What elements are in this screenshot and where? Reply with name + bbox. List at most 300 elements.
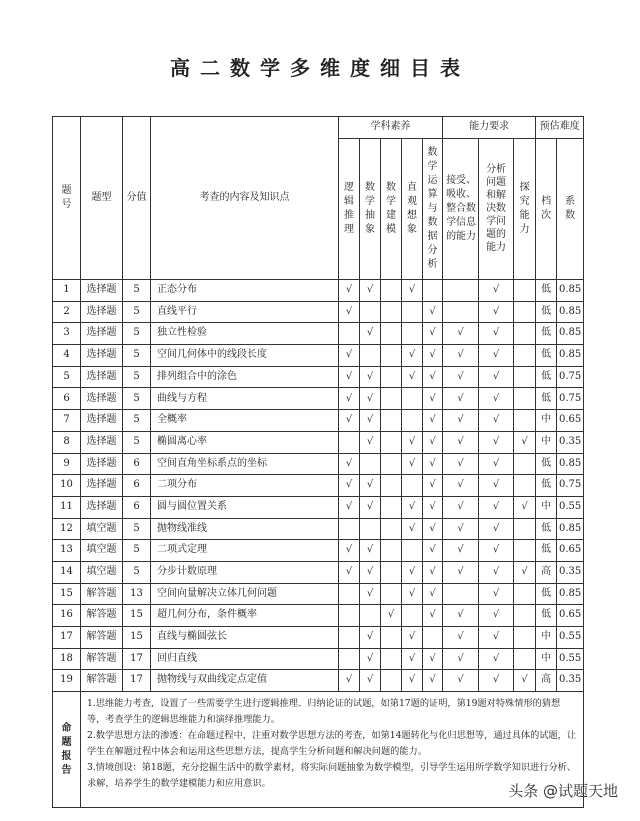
- empty-cell: [381, 561, 402, 583]
- check-mark: √: [360, 431, 381, 453]
- question-number: 9: [53, 453, 81, 475]
- empty-cell: [360, 605, 381, 627]
- check-mark: √: [402, 496, 423, 518]
- header-type: 题型: [81, 117, 123, 280]
- header-group-literacy: 学科素养: [339, 117, 443, 139]
- question-type: 选择题: [81, 475, 123, 497]
- difficulty-coef: 0.65: [557, 540, 584, 562]
- question-score: 5: [123, 301, 151, 323]
- question-content: 空间直角坐标系点的坐标: [151, 453, 339, 475]
- question-number: 2: [53, 301, 81, 323]
- question-score: 5: [123, 431, 151, 453]
- check-mark: √: [479, 540, 514, 562]
- check-mark: √: [423, 496, 443, 518]
- question-number: 5: [53, 366, 81, 388]
- empty-cell: [381, 627, 402, 649]
- difficulty-level: 低: [536, 583, 557, 605]
- question-type: 选择题: [81, 366, 123, 388]
- difficulty-coef: 0.55: [557, 648, 584, 670]
- table-row: [53, 648, 584, 670]
- empty-cell: [514, 345, 536, 367]
- check-mark: √: [339, 496, 360, 518]
- check-mark: √: [479, 410, 514, 432]
- empty-cell: [381, 388, 402, 410]
- question-type: 填空题: [81, 518, 123, 540]
- header-info-ability: 接受、吸收、整合数学信息的能力: [443, 139, 479, 280]
- check-mark: √: [443, 475, 479, 497]
- empty-cell: [402, 605, 423, 627]
- difficulty-coef: 0.55: [557, 627, 584, 649]
- report-label: 命题报告: [61, 722, 72, 776]
- check-mark: √: [402, 280, 423, 302]
- empty-cell: [443, 280, 479, 302]
- empty-cell: [402, 323, 423, 345]
- empty-cell: [443, 583, 479, 605]
- check-mark: √: [479, 648, 514, 670]
- question-type: 选择题: [81, 410, 123, 432]
- empty-cell: [402, 301, 423, 323]
- question-type: 选择题: [81, 280, 123, 302]
- difficulty-coef: 0.85: [557, 518, 584, 540]
- empty-cell: [514, 280, 536, 302]
- question-content: 排列组合中的涂色: [151, 366, 339, 388]
- empty-cell: [514, 301, 536, 323]
- table-row: [53, 627, 584, 649]
- check-mark: √: [423, 366, 443, 388]
- empty-cell: [381, 431, 402, 453]
- check-mark: √: [402, 345, 423, 367]
- check-mark: √: [339, 475, 360, 497]
- difficulty-level: 中: [536, 410, 557, 432]
- empty-cell: [514, 518, 536, 540]
- table-row: [53, 366, 584, 388]
- check-mark: √: [339, 301, 360, 323]
- empty-cell: [381, 453, 402, 475]
- question-content: 超几何分布，条件概率: [151, 605, 339, 627]
- empty-cell: [423, 280, 443, 302]
- question-score: 13: [123, 583, 151, 605]
- empty-cell: [514, 627, 536, 649]
- header-no: 题号: [53, 117, 81, 280]
- check-mark: √: [360, 648, 381, 670]
- difficulty-level: 低: [536, 605, 557, 627]
- difficulty-coef: 0.85: [557, 583, 584, 605]
- empty-cell: [339, 627, 360, 649]
- check-mark: √: [443, 410, 479, 432]
- question-number: 15: [53, 583, 81, 605]
- check-mark: √: [479, 496, 514, 518]
- check-mark: √: [423, 301, 443, 323]
- empty-cell: [381, 366, 402, 388]
- check-mark: √: [443, 345, 479, 367]
- check-mark: √: [479, 280, 514, 302]
- empty-cell: [514, 540, 536, 562]
- difficulty-coef: 0.65: [557, 605, 584, 627]
- spec-table: [52, 116, 584, 808]
- empty-cell: [360, 345, 381, 367]
- difficulty-level: 中: [536, 496, 557, 518]
- question-type: 解答题: [81, 670, 123, 692]
- table-row: [53, 496, 584, 518]
- empty-cell: [381, 518, 402, 540]
- check-mark: √: [443, 627, 479, 649]
- check-mark: √: [443, 670, 479, 692]
- question-content: 曲线与方程: [151, 388, 339, 410]
- check-mark: √: [479, 670, 514, 692]
- difficulty-coef: 0.85: [557, 345, 584, 367]
- check-mark: √: [339, 670, 360, 692]
- check-mark: √: [423, 431, 443, 453]
- question-score: 5: [123, 345, 151, 367]
- empty-cell: [381, 648, 402, 670]
- empty-cell: [360, 301, 381, 323]
- question-content: 二项分布: [151, 475, 339, 497]
- check-mark: √: [479, 388, 514, 410]
- page-title: 高二数学多维度细目表: [170, 56, 470, 80]
- check-mark: √: [423, 453, 443, 475]
- question-type: 选择题: [81, 453, 123, 475]
- check-mark: √: [402, 518, 423, 540]
- question-number: 3: [53, 323, 81, 345]
- header-content: 考查的内容及知识点: [151, 117, 339, 280]
- table-row: [53, 475, 584, 497]
- empty-cell: [514, 323, 536, 345]
- check-mark: √: [339, 366, 360, 388]
- empty-cell: [381, 280, 402, 302]
- empty-cell: [514, 410, 536, 432]
- question-content: 椭圆离心率: [151, 431, 339, 453]
- check-mark: √: [360, 540, 381, 562]
- question-type: 解答题: [81, 627, 123, 649]
- difficulty-level: 低: [536, 475, 557, 497]
- empty-cell: [402, 388, 423, 410]
- check-mark: √: [339, 540, 360, 562]
- check-mark: √: [443, 453, 479, 475]
- check-mark: √: [443, 496, 479, 518]
- empty-cell: [339, 431, 360, 453]
- question-number: 16: [53, 605, 81, 627]
- difficulty-level: 低: [536, 345, 557, 367]
- check-mark: √: [402, 561, 423, 583]
- check-mark: √: [479, 583, 514, 605]
- check-mark: √: [514, 496, 536, 518]
- header-calculation: 数学运算与数据分析: [423, 139, 443, 280]
- table-row: [53, 583, 584, 605]
- empty-cell: [402, 475, 423, 497]
- question-score: 5: [123, 410, 151, 432]
- question-type: 选择题: [81, 496, 123, 518]
- check-mark: √: [339, 345, 360, 367]
- check-mark: √: [402, 648, 423, 670]
- table-row: [53, 540, 584, 562]
- check-mark: √: [360, 410, 381, 432]
- empty-cell: [360, 453, 381, 475]
- question-number: 19: [53, 670, 81, 692]
- check-mark: √: [514, 561, 536, 583]
- question-content: 抛物线准线: [151, 518, 339, 540]
- check-mark: √: [423, 561, 443, 583]
- check-mark: √: [423, 410, 443, 432]
- table-row: [53, 301, 584, 323]
- header-explore: 探究能力: [514, 139, 536, 280]
- difficulty-coef: 0.75: [557, 366, 584, 388]
- table-row: [53, 670, 584, 692]
- empty-cell: [381, 540, 402, 562]
- table-row: [53, 431, 584, 453]
- difficulty-coef: 0.85: [557, 323, 584, 345]
- question-type: 填空题: [81, 540, 123, 562]
- check-mark: √: [443, 540, 479, 562]
- check-mark: √: [423, 345, 443, 367]
- question-score: 5: [123, 323, 151, 345]
- question-type: 解答题: [81, 583, 123, 605]
- header-problem-ability: 分析问题和解决数学问题的能力: [479, 139, 514, 280]
- table-row: [53, 280, 584, 302]
- difficulty-level: 低: [536, 518, 557, 540]
- check-mark: √: [479, 301, 514, 323]
- question-score: 17: [123, 648, 151, 670]
- table-row: [53, 605, 584, 627]
- empty-cell: [339, 648, 360, 670]
- difficulty-coef: 0.85: [557, 453, 584, 475]
- question-number: 18: [53, 648, 81, 670]
- check-mark: √: [423, 388, 443, 410]
- check-mark: √: [479, 431, 514, 453]
- empty-cell: [381, 345, 402, 367]
- question-score: 17: [123, 670, 151, 692]
- empty-cell: [514, 453, 536, 475]
- header-abstraction: 数学抽象: [360, 139, 381, 280]
- empty-cell: [381, 496, 402, 518]
- question-content: 正态分布: [151, 280, 339, 302]
- check-mark: √: [402, 670, 423, 692]
- question-number: 1: [53, 280, 81, 302]
- question-content: 空间向量解决立体几何问题: [151, 583, 339, 605]
- empty-cell: [402, 540, 423, 562]
- difficulty-coef: 0.65: [557, 410, 584, 432]
- check-mark: √: [360, 627, 381, 649]
- empty-cell: [514, 605, 536, 627]
- question-number: 6: [53, 388, 81, 410]
- check-mark: √: [479, 475, 514, 497]
- difficulty-level: 低: [536, 366, 557, 388]
- question-number: 10: [53, 475, 81, 497]
- check-mark: √: [423, 648, 443, 670]
- question-type: 选择题: [81, 345, 123, 367]
- question-score: 6: [123, 496, 151, 518]
- question-content: 圆与圆位置关系: [151, 496, 339, 518]
- difficulty-level: 低: [536, 323, 557, 345]
- table-row: [53, 561, 584, 583]
- check-mark: √: [479, 453, 514, 475]
- question-content: 空间几何体中的线段长度: [151, 345, 339, 367]
- difficulty-level: 中: [536, 431, 557, 453]
- check-mark: √: [360, 475, 381, 497]
- question-content: 直线平行: [151, 301, 339, 323]
- check-mark: √: [423, 475, 443, 497]
- difficulty-level: 低: [536, 453, 557, 475]
- question-score: 5: [123, 561, 151, 583]
- check-mark: √: [339, 410, 360, 432]
- check-mark: √: [443, 648, 479, 670]
- check-mark: √: [443, 518, 479, 540]
- question-type: 选择题: [81, 301, 123, 323]
- question-score: 15: [123, 605, 151, 627]
- empty-cell: [381, 475, 402, 497]
- table-row: [53, 518, 584, 540]
- question-score: 5: [123, 518, 151, 540]
- empty-cell: [514, 475, 536, 497]
- check-mark: √: [443, 605, 479, 627]
- check-mark: √: [514, 670, 536, 692]
- difficulty-coef: 0.85: [557, 301, 584, 323]
- header-group-ability: 能力要求: [443, 117, 536, 139]
- check-mark: √: [479, 345, 514, 367]
- check-mark: √: [423, 518, 443, 540]
- table-row: [53, 323, 584, 345]
- empty-cell: [514, 583, 536, 605]
- question-score: 5: [123, 388, 151, 410]
- question-number: 12: [53, 518, 81, 540]
- check-mark: √: [423, 323, 443, 345]
- question-type: 填空题: [81, 561, 123, 583]
- difficulty-level: 高: [536, 670, 557, 692]
- question-type: 选择题: [81, 388, 123, 410]
- question-score: 5: [123, 366, 151, 388]
- empty-cell: [381, 323, 402, 345]
- report-paragraph: 2.数学思想方法的渗透：在命题过程中，注重对数学思想方法的考查，如第14题转化与化归思想等，通过具体的试题，让学生在解题过程中体会和运用这些思想方法，提高学生分析问题和解决问题的能力。: [87, 730, 577, 758]
- empty-cell: [339, 583, 360, 605]
- question-content: 全概率: [151, 410, 339, 432]
- check-mark: √: [402, 366, 423, 388]
- difficulty-level: 低: [536, 280, 557, 302]
- check-mark: √: [360, 366, 381, 388]
- empty-cell: [514, 648, 536, 670]
- check-mark: √: [479, 605, 514, 627]
- empty-cell: [423, 627, 443, 649]
- empty-cell: [381, 670, 402, 692]
- difficulty-coef: 0.55: [557, 496, 584, 518]
- header-modeling: 数学建模: [381, 139, 402, 280]
- table-row: [53, 388, 584, 410]
- difficulty-level: 低: [536, 540, 557, 562]
- question-content: 抛物线与双曲线定点定值: [151, 670, 339, 692]
- question-number: 7: [53, 410, 81, 432]
- check-mark: √: [423, 670, 443, 692]
- empty-cell: [381, 583, 402, 605]
- check-mark: √: [443, 366, 479, 388]
- check-mark: √: [423, 605, 443, 627]
- question-number: 11: [53, 496, 81, 518]
- difficulty-level: 中: [536, 627, 557, 649]
- question-score: 5: [123, 280, 151, 302]
- question-content: 二项式定理: [151, 540, 339, 562]
- question-score: 6: [123, 453, 151, 475]
- question-type: 解答题: [81, 605, 123, 627]
- check-mark: √: [402, 627, 423, 649]
- check-mark: √: [360, 583, 381, 605]
- difficulty-coef: 0.35: [557, 431, 584, 453]
- question-score: 15: [123, 627, 151, 649]
- empty-cell: [360, 518, 381, 540]
- difficulty-level: 高: [536, 561, 557, 583]
- question-type: 解答题: [81, 648, 123, 670]
- header-coef: 系数: [557, 139, 584, 280]
- question-content: 独立性检验: [151, 323, 339, 345]
- difficulty-coef: 0.35: [557, 561, 584, 583]
- check-mark: √: [443, 431, 479, 453]
- check-mark: √: [360, 280, 381, 302]
- question-content: 分步计数原理: [151, 561, 339, 583]
- check-mark: √: [479, 366, 514, 388]
- check-mark: √: [360, 670, 381, 692]
- check-mark: √: [514, 431, 536, 453]
- question-content: 直线与椭圆弦长: [151, 627, 339, 649]
- empty-cell: [339, 323, 360, 345]
- check-mark: √: [360, 496, 381, 518]
- check-mark: √: [423, 583, 443, 605]
- check-mark: √: [402, 431, 423, 453]
- empty-cell: [443, 301, 479, 323]
- question-number: 14: [53, 561, 81, 583]
- check-mark: √: [479, 561, 514, 583]
- difficulty-coef: 0.85: [557, 280, 584, 302]
- question-type: 选择题: [81, 323, 123, 345]
- question-number: 8: [53, 431, 81, 453]
- check-mark: √: [443, 388, 479, 410]
- header-logic: 逻辑推理: [339, 139, 360, 280]
- empty-cell: [514, 366, 536, 388]
- empty-cell: [339, 605, 360, 627]
- question-score: 6: [123, 475, 151, 497]
- question-number: 4: [53, 345, 81, 367]
- check-mark: √: [479, 323, 514, 345]
- check-mark: √: [339, 280, 360, 302]
- empty-cell: [381, 301, 402, 323]
- table-row: [53, 453, 584, 475]
- report-label-cell: [53, 692, 81, 808]
- check-mark: √: [402, 583, 423, 605]
- question-type: 选择题: [81, 431, 123, 453]
- header-level: 档次: [536, 139, 557, 280]
- difficulty-coef: 0.75: [557, 388, 584, 410]
- empty-cell: [402, 410, 423, 432]
- question-content: 回归直线: [151, 648, 339, 670]
- check-mark: √: [443, 561, 479, 583]
- table-row: [53, 345, 584, 367]
- check-mark: √: [423, 540, 443, 562]
- header-score: 分值: [123, 117, 151, 280]
- check-mark: √: [339, 388, 360, 410]
- report-paragraph: 3.情境创设：第18题，充分挖掘生活中的数学素材，将实际问题抽象为数学模型，引导学生运用所学数学知识进行分析、求解，培养学生的数学建模能力和应用意识。: [87, 762, 577, 790]
- difficulty-level: 低: [536, 301, 557, 323]
- check-mark: √: [360, 561, 381, 583]
- check-mark: √: [402, 453, 423, 475]
- check-mark: √: [381, 605, 402, 627]
- header-group-difficulty: 预估难度: [536, 117, 584, 139]
- empty-cell: [381, 410, 402, 432]
- empty-cell: [339, 518, 360, 540]
- difficulty-level: 中: [536, 648, 557, 670]
- check-mark: √: [360, 388, 381, 410]
- watermark: 头条 @试题天地: [508, 782, 618, 800]
- difficulty-level: 低: [536, 388, 557, 410]
- difficulty-coef: 0.75: [557, 475, 584, 497]
- difficulty-coef: 0.35: [557, 670, 584, 692]
- question-number: 13: [53, 540, 81, 562]
- header-intuition: 直观想象: [402, 139, 423, 280]
- question-number: 17: [53, 627, 81, 649]
